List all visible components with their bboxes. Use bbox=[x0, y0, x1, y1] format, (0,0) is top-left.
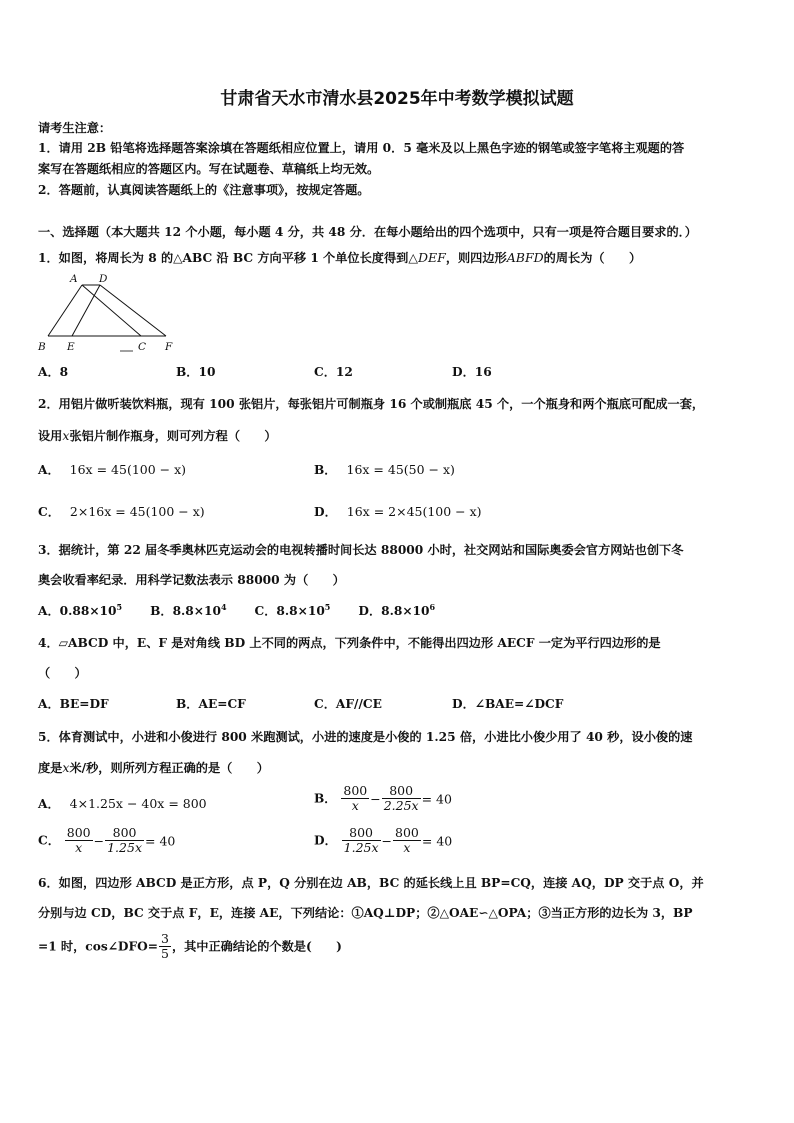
question-6-line-2: 分别与边 CD，BC 交于点 F，E，连接 AE，下列结论：①AQ⊥DP；②△OAE∽△OPA；③当正方形的边长为 3，BP bbox=[38, 906, 693, 920]
question-5-line-2 bbox=[38, 760, 269, 776]
segment-ac bbox=[82, 285, 141, 336]
q2-option-b-label: B． bbox=[314, 463, 337, 477]
q5-option-d-fraction-1 bbox=[342, 826, 381, 856]
equals-forty: = 40 bbox=[421, 833, 453, 849]
q3-option-a-exponent: 5 bbox=[116, 602, 123, 612]
q6-cos-fraction bbox=[159, 932, 171, 962]
q5-option-a bbox=[38, 796, 207, 812]
numerator: 800 bbox=[395, 825, 419, 840]
q3-option-b-base: B．8.8×10 bbox=[150, 604, 221, 619]
q2-option-c-label: C． bbox=[38, 505, 60, 519]
question-6-line-1: 6．如图，四边形 ABCD 是正方形，点 P，Q 分别在边 AB，BC 的延长线上且 BP=CQ，连接 AQ，DP 交于点 O，并 bbox=[38, 876, 704, 890]
notice-line-3: 2．答题前，认真阅读答题纸上的《注意事项》，按规定答题。 bbox=[38, 183, 370, 197]
q1-translation-figure bbox=[34, 272, 184, 356]
label-e: E bbox=[67, 341, 75, 353]
label-b: B bbox=[38, 341, 46, 353]
q4-option-d: D．∠BAE=∠DCF bbox=[452, 697, 564, 711]
q6-line3-b: ，其中正确结论的个数是( ) bbox=[171, 939, 342, 954]
q5-option-c-label: C． bbox=[38, 833, 60, 848]
q1-option-c: C．12 bbox=[314, 365, 353, 379]
denominator: x bbox=[403, 840, 411, 856]
q1-option-b: B．10 bbox=[176, 365, 216, 379]
denominator: 2.25x bbox=[383, 798, 419, 814]
q5-option-b-label: B． bbox=[314, 791, 337, 806]
equals-forty: = 40 bbox=[421, 791, 452, 807]
denominator: 1.25x bbox=[107, 840, 142, 856]
q5-option-b bbox=[314, 784, 452, 814]
q5-option-b-fraction-1 bbox=[341, 784, 369, 814]
q1-quad-abfd: ABFD bbox=[506, 250, 544, 265]
question-4-line-1: 4．▱ABCD 中，E、F 是对角线 BD 上不同的两点，下列条件中，不能得出四边形 AECF 一定为平行四边形的是 bbox=[38, 636, 661, 650]
q3-option-b-exponent: 4 bbox=[220, 602, 227, 612]
q3-option-c bbox=[255, 604, 331, 618]
question-4-line-2: （ ） bbox=[38, 666, 87, 680]
question-1-stem bbox=[38, 250, 641, 266]
q5-line2-b: 米/秒，则所列方程正确的是（ ） bbox=[69, 761, 269, 775]
q1-stem-part-c: 的周长为（ ） bbox=[543, 251, 642, 265]
q3-option-d-exponent: 6 bbox=[429, 602, 436, 612]
question-2-line-1: 2．用铝片做听装饮料瓶，现有 100 张铝片，每张铝片可制瓶身 16 个或制瓶底 45 个，一个瓶身和两个瓶底可配成一套， bbox=[38, 397, 705, 411]
q5-option-d bbox=[314, 826, 452, 856]
q1-option-a: A．8 bbox=[38, 365, 69, 379]
denominator: 5 bbox=[160, 946, 169, 962]
label-f: F bbox=[165, 341, 173, 353]
q5-line2-a: 度是 bbox=[38, 761, 63, 775]
q5-variable: x bbox=[62, 760, 70, 775]
section-heading: 一、选择题（本大题共 12 个小题，每小题 4 分，共 48 分．在每小题给出的四个选项中，只有一项是符合题目要求的．） bbox=[38, 225, 697, 239]
numerator: 800 bbox=[382, 784, 421, 799]
q2-option-c-equation: 2×16x = 45(100 − x) bbox=[69, 504, 205, 519]
q3-option-d-base: D．8.8×10 bbox=[358, 604, 430, 619]
q1-triangle-def: △DEF bbox=[408, 250, 446, 265]
minus-sign: − bbox=[381, 833, 393, 849]
q5-option-c-fraction-2 bbox=[105, 826, 144, 856]
q2-option-a-equation: 16x = 45(100 − x) bbox=[69, 462, 187, 477]
q2-option-c bbox=[38, 504, 205, 520]
numerator: 800 bbox=[66, 825, 91, 840]
q2-option-d-label: D． bbox=[314, 505, 337, 519]
segment-ab bbox=[48, 285, 82, 336]
q2-line2-b: 张铝片制作瓶身，则可列方程（ ） bbox=[69, 429, 277, 443]
q2-option-b bbox=[314, 462, 455, 478]
segment-df bbox=[100, 285, 166, 336]
q1-option-d: D．16 bbox=[452, 365, 492, 379]
question-6-line-3 bbox=[38, 932, 342, 962]
question-2-line-2 bbox=[38, 428, 277, 444]
q5-option-c bbox=[38, 826, 175, 856]
minus-sign: − bbox=[370, 791, 381, 807]
q1-stem-part-b: ，则四边形 bbox=[445, 251, 507, 265]
q2-option-d bbox=[314, 504, 482, 520]
q4-option-c: C．AF//CE bbox=[314, 697, 382, 711]
label-c: C bbox=[138, 341, 147, 353]
denominator: 1.25x bbox=[343, 840, 379, 856]
q3-options bbox=[38, 603, 435, 619]
question-3-line-1: 3．据统计，第 22 届冬季奥林匹克运动会的电视转播时间长达 88000 小时，社交网站和国际奥委会官方网站也创下冬 bbox=[38, 543, 684, 557]
q3-option-c-exponent: 5 bbox=[324, 602, 331, 612]
q2-variable: x bbox=[62, 428, 70, 443]
notice-line-1: 1．请用 2B 铅笔将选择题答案涂填在答题纸相应位置上，请用 0．5 毫米及以上黑色字迹的钢笔或签字笔将主观题的答 bbox=[38, 141, 685, 155]
q3-option-c-base: C．8.8×10 bbox=[254, 604, 325, 619]
q4-option-a: A．BE=DF bbox=[38, 697, 109, 711]
q4-option-b: B．AE=CF bbox=[176, 697, 246, 711]
question-5-line-1: 5．体育测试中，小进和小俊进行 800 米跑测试，小进的速度是小俊的 1.25 倍，小进比小俊少用了 40 秒，设小俊的速 bbox=[38, 730, 693, 744]
question-3-line-2: 奥会收看率纪录．用科学记数法表示 88000 为（ ） bbox=[38, 573, 345, 587]
q1-stem-part-a: 1．如图，将周长为 8 的△ABC 沿 BC 方向平移 1 个单位长度得到 bbox=[38, 251, 409, 265]
q3-option-d bbox=[358, 604, 435, 618]
q6-line3-a: =1 时，cos∠DFO= bbox=[38, 939, 158, 954]
q5-option-b-fraction-2 bbox=[382, 784, 421, 814]
q3-option-a-base: A．0.88×10 bbox=[38, 604, 117, 619]
q5-option-a-label: A． bbox=[38, 797, 60, 811]
q2-option-b-equation: 16x = 45(50 − x) bbox=[346, 462, 455, 477]
minus-sign: − bbox=[93, 833, 105, 849]
q2-line2-a: 设用 bbox=[38, 429, 63, 443]
q5-option-c-fraction-1 bbox=[65, 826, 93, 856]
segment-de bbox=[72, 285, 100, 336]
q5-option-d-fraction-2 bbox=[393, 826, 421, 856]
numerator: 800 bbox=[343, 783, 368, 798]
q5-option-a-equation: 4×1.25x − 40x = 800 bbox=[69, 796, 207, 811]
q5-option-d-label: D． bbox=[314, 833, 337, 848]
notice-heading: 请考生注意： bbox=[38, 121, 112, 135]
q3-option-a bbox=[38, 604, 122, 618]
label-a: A bbox=[70, 273, 78, 285]
numerator: 3 bbox=[160, 931, 169, 946]
notice-line-2: 案写在答题纸相应的答题区内。写在试题卷、草稿纸上均无效。 bbox=[38, 162, 380, 176]
q2-option-a-label: A． bbox=[38, 463, 60, 477]
equals-forty: = 40 bbox=[145, 833, 176, 849]
denominator: x bbox=[75, 840, 83, 856]
denominator: x bbox=[351, 798, 359, 814]
numerator: 800 bbox=[342, 826, 381, 841]
page-title: 甘肃省天水市清水县2025年中考数学模拟试题 bbox=[220, 89, 574, 109]
numerator: 800 bbox=[105, 826, 144, 841]
label-d: D bbox=[99, 273, 108, 285]
q2-option-d-equation: 16x = 2×45(100 − x) bbox=[346, 504, 482, 519]
q3-option-b bbox=[150, 604, 226, 618]
q2-option-a bbox=[38, 462, 186, 478]
